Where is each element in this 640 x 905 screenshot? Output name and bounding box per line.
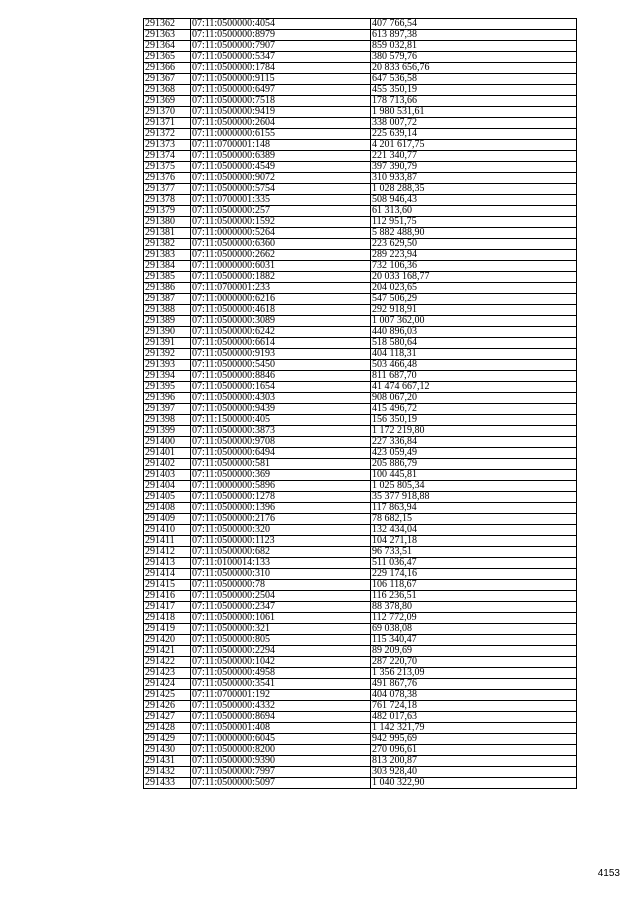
table-row [144,52,577,63]
table-row [144,217,577,228]
table-row [144,195,577,206]
cadastral-number-cell: 07:11:0500001:408 [191,723,371,734]
table-row [144,140,577,151]
table-row [144,349,577,360]
cadastral-number-cell: 07:11:0700001:192 [191,690,371,701]
cadastral-number-cell: 07:11:0500000:9072 [191,173,371,184]
table-row [144,173,577,184]
cadastral-number-cell: 07:11:0000000:6216 [191,294,371,305]
row-id-cell: 291380 [144,217,191,228]
cadastral-number-cell: 07:11:0500000:7907 [191,41,371,52]
value-cell: 112 951,75 [371,217,577,228]
value-cell: 732 106,36 [371,261,577,272]
cadastral-number-cell: 07:11:0500000:369 [191,470,371,481]
row-id-cell: 291369 [144,96,191,107]
value-cell: 303 928,40 [371,767,577,778]
cadastral-number-cell: 07:11:0500000:5754 [191,184,371,195]
table-row [144,129,577,140]
row-id-cell: 291376 [144,173,191,184]
cadastral-number-cell: 07:11:0500000:1882 [191,272,371,283]
cadastral-number-cell: 07:11:0000000:5896 [191,481,371,492]
row-id-cell: 291384 [144,261,191,272]
table-row [144,96,577,107]
cadastral-number-cell: 07:11:1500000:405 [191,415,371,426]
value-cell: 5 882 488,90 [371,228,577,239]
cadastral-number-cell: 07:11:0500000:1396 [191,503,371,514]
cadastral-number-cell: 07:11:0500000:4549 [191,162,371,173]
table-row [144,712,577,723]
table-row [144,85,577,96]
cadastral-number-cell: 07:11:0500000:6242 [191,327,371,338]
cadastral-number-cell: 07:11:0500000:9390 [191,756,371,767]
row-id-cell: 291409 [144,514,191,525]
table-row [144,470,577,481]
value-cell: 20 033 168,77 [371,272,577,283]
row-id-cell: 291375 [144,162,191,173]
row-id-cell: 291362 [144,19,191,30]
table-row [144,107,577,118]
row-id-cell: 291408 [144,503,191,514]
value-cell: 761 724,18 [371,701,577,712]
value-cell: 204 023,65 [371,283,577,294]
value-cell: 1 980 531,61 [371,107,577,118]
value-cell: 380 579,76 [371,52,577,63]
row-id-cell: 291428 [144,723,191,734]
value-cell: 35 377 918,88 [371,492,577,503]
table-row [144,602,577,613]
table-row [144,118,577,129]
value-cell: 613 897,38 [371,30,577,41]
table-row [144,514,577,525]
cadastral-number-cell: 07:11:0500000:6494 [191,448,371,459]
row-id-cell: 291421 [144,646,191,657]
cadastral-number-cell: 07:11:0500000:682 [191,547,371,558]
cadastral-number-cell: 07:11:0500000:4618 [191,305,371,316]
row-id-cell: 291383 [144,250,191,261]
value-cell: 223 629,50 [371,239,577,250]
table-row [144,239,577,250]
cadastral-number-cell: 07:11:0500000:3089 [191,316,371,327]
cadastral-number-cell: 07:11:0500000:2294 [191,646,371,657]
value-cell: 112 772,09 [371,613,577,624]
table-row [144,569,577,580]
row-id-cell: 291378 [144,195,191,206]
cadastral-number-cell: 07:11:0500000:8846 [191,371,371,382]
table-row [144,536,577,547]
cadastral-number-cell: 07:11:0500000:4958 [191,668,371,679]
table-row [144,646,577,657]
cadastral-number-cell: 07:11:0500000:3541 [191,679,371,690]
row-id-cell: 291365 [144,52,191,63]
value-cell: 225 639,14 [371,129,577,140]
table-row [144,162,577,173]
row-id-cell: 291414 [144,569,191,580]
value-cell: 1 142 321,79 [371,723,577,734]
row-id-cell: 291418 [144,613,191,624]
cadastral-number-cell: 07:11:0500000:1061 [191,613,371,624]
value-cell: 88 378,80 [371,602,577,613]
table-row [144,547,577,558]
row-id-cell: 291397 [144,404,191,415]
cadastral-number-cell: 07:11:0500000:78 [191,580,371,591]
table-row [144,19,577,30]
row-id-cell: 291379 [144,206,191,217]
table-row [144,360,577,371]
table-row [144,184,577,195]
row-id-cell: 291391 [144,338,191,349]
row-id-cell: 291372 [144,129,191,140]
value-cell: 1 025 805,34 [371,481,577,492]
row-id-cell: 291427 [144,712,191,723]
value-cell: 338 007,72 [371,118,577,129]
value-cell: 4 201 617,75 [371,140,577,151]
value-cell: 61 313,60 [371,206,577,217]
cadastral-number-cell: 07:11:0700001:233 [191,283,371,294]
value-cell: 1 007 362,00 [371,316,577,327]
value-cell: 100 445,81 [371,470,577,481]
cadastral-number-cell: 07:11:0500000:6497 [191,85,371,96]
cadastral-number-cell: 07:11:0000000:6155 [191,129,371,140]
cadastral-number-cell: 07:11:0500000:321 [191,624,371,635]
cadastral-number-cell: 07:11:0500000:5347 [191,52,371,63]
cadastral-number-cell: 07:11:0500000:9419 [191,107,371,118]
cadastral-number-cell: 07:11:0500000:581 [191,459,371,470]
value-cell: 221 340,77 [371,151,577,162]
row-id-cell: 291363 [144,30,191,41]
row-id-cell: 291401 [144,448,191,459]
value-cell: 415 496,72 [371,404,577,415]
table-row [144,316,577,327]
cadastral-value-table [143,18,577,789]
value-cell: 404 078,38 [371,690,577,701]
cadastral-number-cell: 07:11:0500000:6389 [191,151,371,162]
table-row [144,767,577,778]
cadastral-number-cell: 07:11:0500000:2347 [191,602,371,613]
row-id-cell: 291415 [144,580,191,591]
table-row [144,679,577,690]
row-id-cell: 291377 [144,184,191,195]
cadastral-number-cell: 07:11:0700001:335 [191,195,371,206]
cadastral-number-cell: 07:11:0000000:6045 [191,734,371,745]
table-row [144,723,577,734]
value-cell: 78 682,15 [371,514,577,525]
table-row [144,756,577,767]
cadastral-number-cell: 07:11:0500000:1784 [191,63,371,74]
table-row [144,206,577,217]
row-id-cell: 291432 [144,767,191,778]
table-row [144,580,577,591]
value-cell: 511 036,47 [371,558,577,569]
cadastral-number-cell: 07:11:0700001:148 [191,140,371,151]
row-id-cell: 291412 [144,547,191,558]
table-row [144,294,577,305]
value-cell: 227 336,84 [371,437,577,448]
row-id-cell: 291394 [144,371,191,382]
table-row [144,382,577,393]
table-row [144,74,577,85]
row-id-cell: 291367 [144,74,191,85]
table-row [144,448,577,459]
row-id-cell: 291417 [144,602,191,613]
row-id-cell: 291419 [144,624,191,635]
table-row [144,503,577,514]
table-row [144,63,577,74]
table-row [144,272,577,283]
value-cell: 106 118,67 [371,580,577,591]
table-row [144,151,577,162]
table-row [144,701,577,712]
cadastral-number-cell: 07:11:0500000:1042 [191,657,371,668]
cadastral-number-cell: 07:11:0500000:8694 [191,712,371,723]
value-cell: 547 506,29 [371,294,577,305]
cadastral-number-cell: 07:11:0500000:2662 [191,250,371,261]
value-cell: 397 390,79 [371,162,577,173]
table-body [144,19,577,789]
table-row [144,261,577,272]
table-row [144,371,577,382]
value-cell: 1 040 322,90 [371,778,577,789]
cadastral-number-cell: 07:11:0500000:6614 [191,338,371,349]
value-cell: 407 766,54 [371,19,577,30]
row-id-cell: 291371 [144,118,191,129]
cadastral-number-cell: 07:11:0500000:257 [191,206,371,217]
cadastral-number-cell: 07:11:0500000:805 [191,635,371,646]
cadastral-number-cell: 07:11:0500000:310 [191,569,371,580]
table-row [144,338,577,349]
value-cell: 132 434,04 [371,525,577,536]
table-row [144,613,577,624]
row-id-cell: 291405 [144,492,191,503]
value-cell: 96 733,51 [371,547,577,558]
row-id-cell: 291390 [144,327,191,338]
row-id-cell: 291429 [144,734,191,745]
value-cell: 20 833 656,76 [371,63,577,74]
cadastral-number-cell: 07:11:0500000:2176 [191,514,371,525]
row-id-cell: 291413 [144,558,191,569]
table-row [144,668,577,679]
row-id-cell: 291387 [144,294,191,305]
cadastral-number-cell: 07:11:0500000:1592 [191,217,371,228]
table-row [144,228,577,239]
value-cell: 104 271,18 [371,536,577,547]
value-cell: 440 896,03 [371,327,577,338]
table-row [144,437,577,448]
value-cell: 1 172 219,80 [371,426,577,437]
value-cell: 455 350,19 [371,85,577,96]
row-id-cell: 291426 [144,701,191,712]
value-cell: 89 209,69 [371,646,577,657]
row-id-cell: 291425 [144,690,191,701]
table-row [144,415,577,426]
cadastral-number-cell: 07:11:0500000:5450 [191,360,371,371]
cadastral-number-cell: 07:11:0500000:7518 [191,96,371,107]
table-row [144,426,577,437]
row-id-cell: 291400 [144,437,191,448]
cadastral-number-cell: 07:11:0500000:9708 [191,437,371,448]
cadastral-number-cell: 07:11:0500000:4303 [191,393,371,404]
cadastral-number-cell: 07:11:0000000:5264 [191,228,371,239]
value-cell: 647 536,58 [371,74,577,85]
table-row [144,481,577,492]
table-row [144,635,577,646]
value-cell: 942 995,69 [371,734,577,745]
value-cell: 491 867,76 [371,679,577,690]
table-row [144,624,577,635]
row-id-cell: 291381 [144,228,191,239]
cadastral-number-cell: 07:11:0500000:4332 [191,701,371,712]
table-row [144,283,577,294]
cadastral-number-cell: 07:11:0500000:4054 [191,19,371,30]
row-id-cell: 291374 [144,151,191,162]
row-id-cell: 291416 [144,591,191,602]
value-cell: 156 350,19 [371,415,577,426]
cadastral-number-cell: 07:11:0500000:7997 [191,767,371,778]
cadastral-number-cell: 07:11:0500000:5097 [191,778,371,789]
row-id-cell: 291396 [144,393,191,404]
table-row [144,393,577,404]
value-cell: 310 933,87 [371,173,577,184]
row-id-cell: 291386 [144,283,191,294]
row-id-cell: 291364 [144,41,191,52]
cadastral-number-cell: 07:11:0500000:9439 [191,404,371,415]
cadastral-number-cell: 07:11:0500000:8200 [191,745,371,756]
row-id-cell: 291424 [144,679,191,690]
value-cell: 116 236,51 [371,591,577,602]
table-row [144,591,577,602]
row-id-cell: 291393 [144,360,191,371]
value-cell: 482 017,63 [371,712,577,723]
table-row [144,745,577,756]
value-cell: 503 466,48 [371,360,577,371]
row-id-cell: 291403 [144,470,191,481]
row-id-cell: 291389 [144,316,191,327]
table-row [144,778,577,789]
table-row [144,41,577,52]
table-row [144,305,577,316]
value-cell: 908 067,20 [371,393,577,404]
table-row [144,327,577,338]
row-id-cell: 291422 [144,657,191,668]
cadastral-number-cell: 07:11:0500000:2604 [191,118,371,129]
value-cell: 292 918,91 [371,305,577,316]
value-cell: 1 028 288,35 [371,184,577,195]
row-id-cell: 291368 [144,85,191,96]
row-id-cell: 291398 [144,415,191,426]
row-id-cell: 291423 [144,668,191,679]
value-cell: 117 863,94 [371,503,577,514]
table-row [144,734,577,745]
cadastral-number-cell: 07:11:0500000:3873 [191,426,371,437]
row-id-cell: 291385 [144,272,191,283]
cadastral-number-cell: 07:11:0500000:1278 [191,492,371,503]
value-cell: 270 096,61 [371,745,577,756]
value-cell: 518 580,64 [371,338,577,349]
row-id-cell: 291399 [144,426,191,437]
row-id-cell: 291370 [144,107,191,118]
table-row [144,459,577,470]
value-cell: 423 059,49 [371,448,577,459]
row-id-cell: 291395 [144,382,191,393]
table-row [144,657,577,668]
row-id-cell: 291392 [144,349,191,360]
value-cell: 813 200,87 [371,756,577,767]
table-row [144,492,577,503]
cadastral-number-cell: 07:11:0500000:1123 [191,536,371,547]
row-id-cell: 291411 [144,536,191,547]
value-cell: 229 174,16 [371,569,577,580]
table-row [144,690,577,701]
value-cell: 404 118,31 [371,349,577,360]
value-cell: 115 340,47 [371,635,577,646]
cadastral-number-cell: 07:11:0500000:9193 [191,349,371,360]
cadastral-number-cell: 07:11:0500000:1654 [191,382,371,393]
row-id-cell: 291430 [144,745,191,756]
value-cell: 69 038,08 [371,624,577,635]
cadastral-number-cell: 07:11:0500000:9115 [191,74,371,85]
value-cell: 289 223,94 [371,250,577,261]
table-row [144,525,577,536]
value-cell: 41 474 667,12 [371,382,577,393]
row-id-cell: 291388 [144,305,191,316]
value-cell: 178 713,66 [371,96,577,107]
table-row [144,30,577,41]
cadastral-number-cell: 07:11:0500000:6360 [191,239,371,250]
cadastral-number-cell: 07:11:0500000:2504 [191,591,371,602]
table-row [144,250,577,261]
table-row [144,404,577,415]
row-id-cell: 291366 [144,63,191,74]
row-id-cell: 291433 [144,778,191,789]
value-cell: 859 032,81 [371,41,577,52]
row-id-cell: 291410 [144,525,191,536]
table-row [144,558,577,569]
cadastral-number-cell: 07:11:0100014:133 [191,558,371,569]
cadastral-number-cell: 07:11:0500000:8979 [191,30,371,41]
row-id-cell: 291402 [144,459,191,470]
value-cell: 1 356 213,09 [371,668,577,679]
row-id-cell: 291431 [144,756,191,767]
row-id-cell: 291382 [144,239,191,250]
value-cell: 205 886,79 [371,459,577,470]
value-cell: 287 220,70 [371,657,577,668]
row-id-cell: 291404 [144,481,191,492]
value-cell: 811 687,70 [371,371,577,382]
cadastral-number-cell: 07:11:0500000:320 [191,525,371,536]
row-id-cell: 291420 [144,635,191,646]
page-number: 4153 [597,868,620,879]
value-cell: 508 946,43 [371,195,577,206]
row-id-cell: 291373 [144,140,191,151]
cadastral-number-cell: 07:11:0000000:6031 [191,261,371,272]
